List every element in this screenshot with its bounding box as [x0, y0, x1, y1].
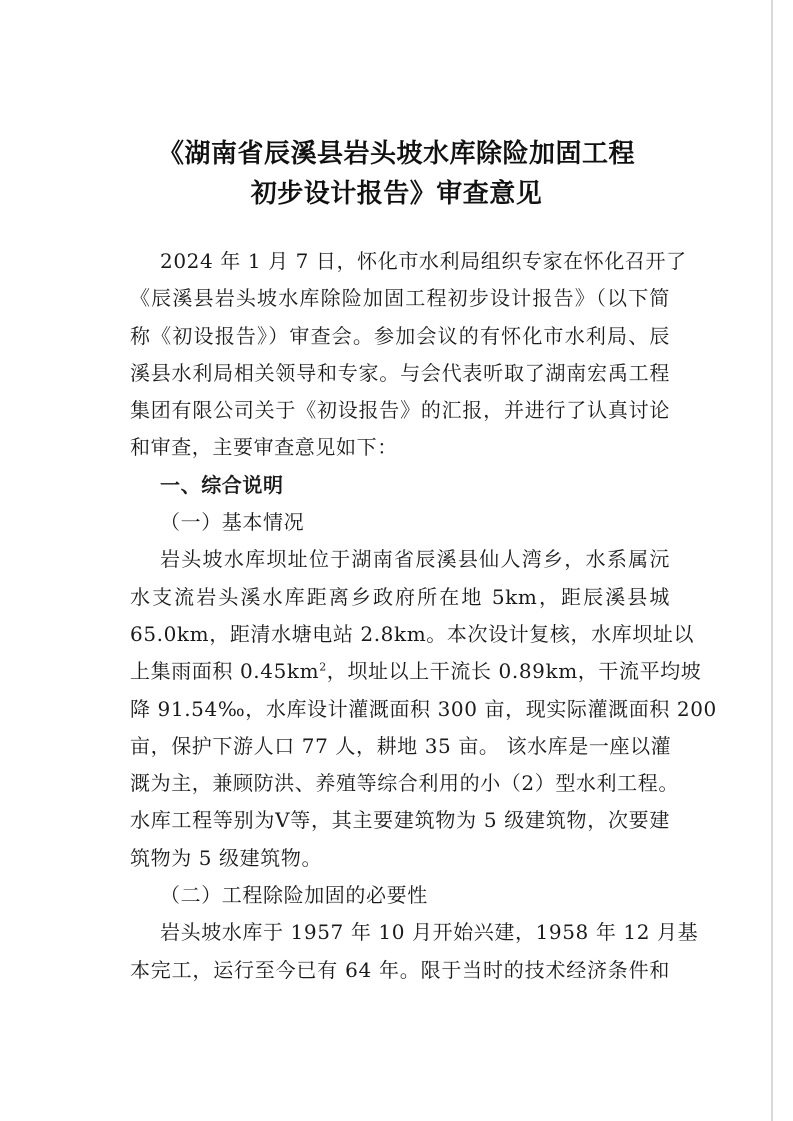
paragraph-1-line: 集团有限公司关于《初设报告》的汇报，并进行了认真讨论 [130, 398, 670, 423]
section-heading: 一、综合说明 [160, 472, 284, 497]
subsection-heading: （二）工程除险加固的必要性 [160, 883, 428, 908]
paragraph-3-line: 岩头坡水库于 1957 年 10 月开始兴建，1958 年 12 月基 [160, 920, 699, 945]
document-body [130, 243, 717, 989]
paragraph-2-line [130, 653, 702, 690]
paragraph-2-line: 筑物为 5 级建筑物。 [130, 845, 323, 870]
paragraph-2-line: 水支流岩头溪水库距离乡政府所在地 5km，距辰溪县城 [130, 584, 670, 609]
paragraph-2-line: 降 91.54‰，水库设计灌溉面积 300 亩，现实际灌溉面积 200 [130, 696, 717, 721]
paragraph-1-line: 溪县水利局相关领导和专家。与会代表听取了湖南宏禹工程 [130, 360, 670, 385]
paragraph-2-segment: ，坝址以上干流长 0.89km，干流平均坡 [326, 659, 702, 684]
paragraph-2-line: 岩头坡水库坝址位于湖南省辰溪县仙人湾乡，水系属沅 [160, 547, 670, 572]
paragraph-1-line: 称《初设报告》）审查会。参加会议的有怀化市水利局、辰 [130, 323, 670, 348]
paragraph-2-line: 溉为主，兼顾防洪、养殖等综合利用的小（2）型水利工程。 [130, 771, 679, 796]
paragraph-1-line: 和审查，主要审查意见如下： [130, 435, 398, 460]
paragraph-2-segment: 上集雨面积 0.45km [130, 659, 320, 684]
paragraph-1-line: 《辰溪县岩头坡水库除险加固工程初步设计报告》（以下简 [130, 286, 670, 311]
document-title-line-1: 《湖南省辰溪县岩头坡水库除险加固工程 [157, 139, 635, 169]
paragraph-1-line: 2024 年 1 月 7 日，怀化市水利局组织专家在怀化召开了 [160, 249, 687, 273]
paragraph-3-line: 本完工，运行至今已有 64 年。限于当时的技术经济条件和 [130, 957, 670, 982]
paragraph-2-line: 水库工程等别为Ⅴ等，其主要建筑物为 5 级建筑物，次要建 [130, 808, 670, 833]
paragraph-2-line: 65.0km，距清水塘电站 2.8km。本次设计复核，水库坝址以 [130, 621, 695, 646]
km2-superscript: 2 [319, 660, 327, 674]
document-title-line-2: 初步设计报告》审查意见 [250, 179, 543, 209]
paragraph-2-line: 亩，保护下游人口 77 人，耕地 35 亩。 该水库是一座以灌 [130, 733, 672, 758]
subsection-heading: （一）基本情况 [160, 510, 305, 535]
